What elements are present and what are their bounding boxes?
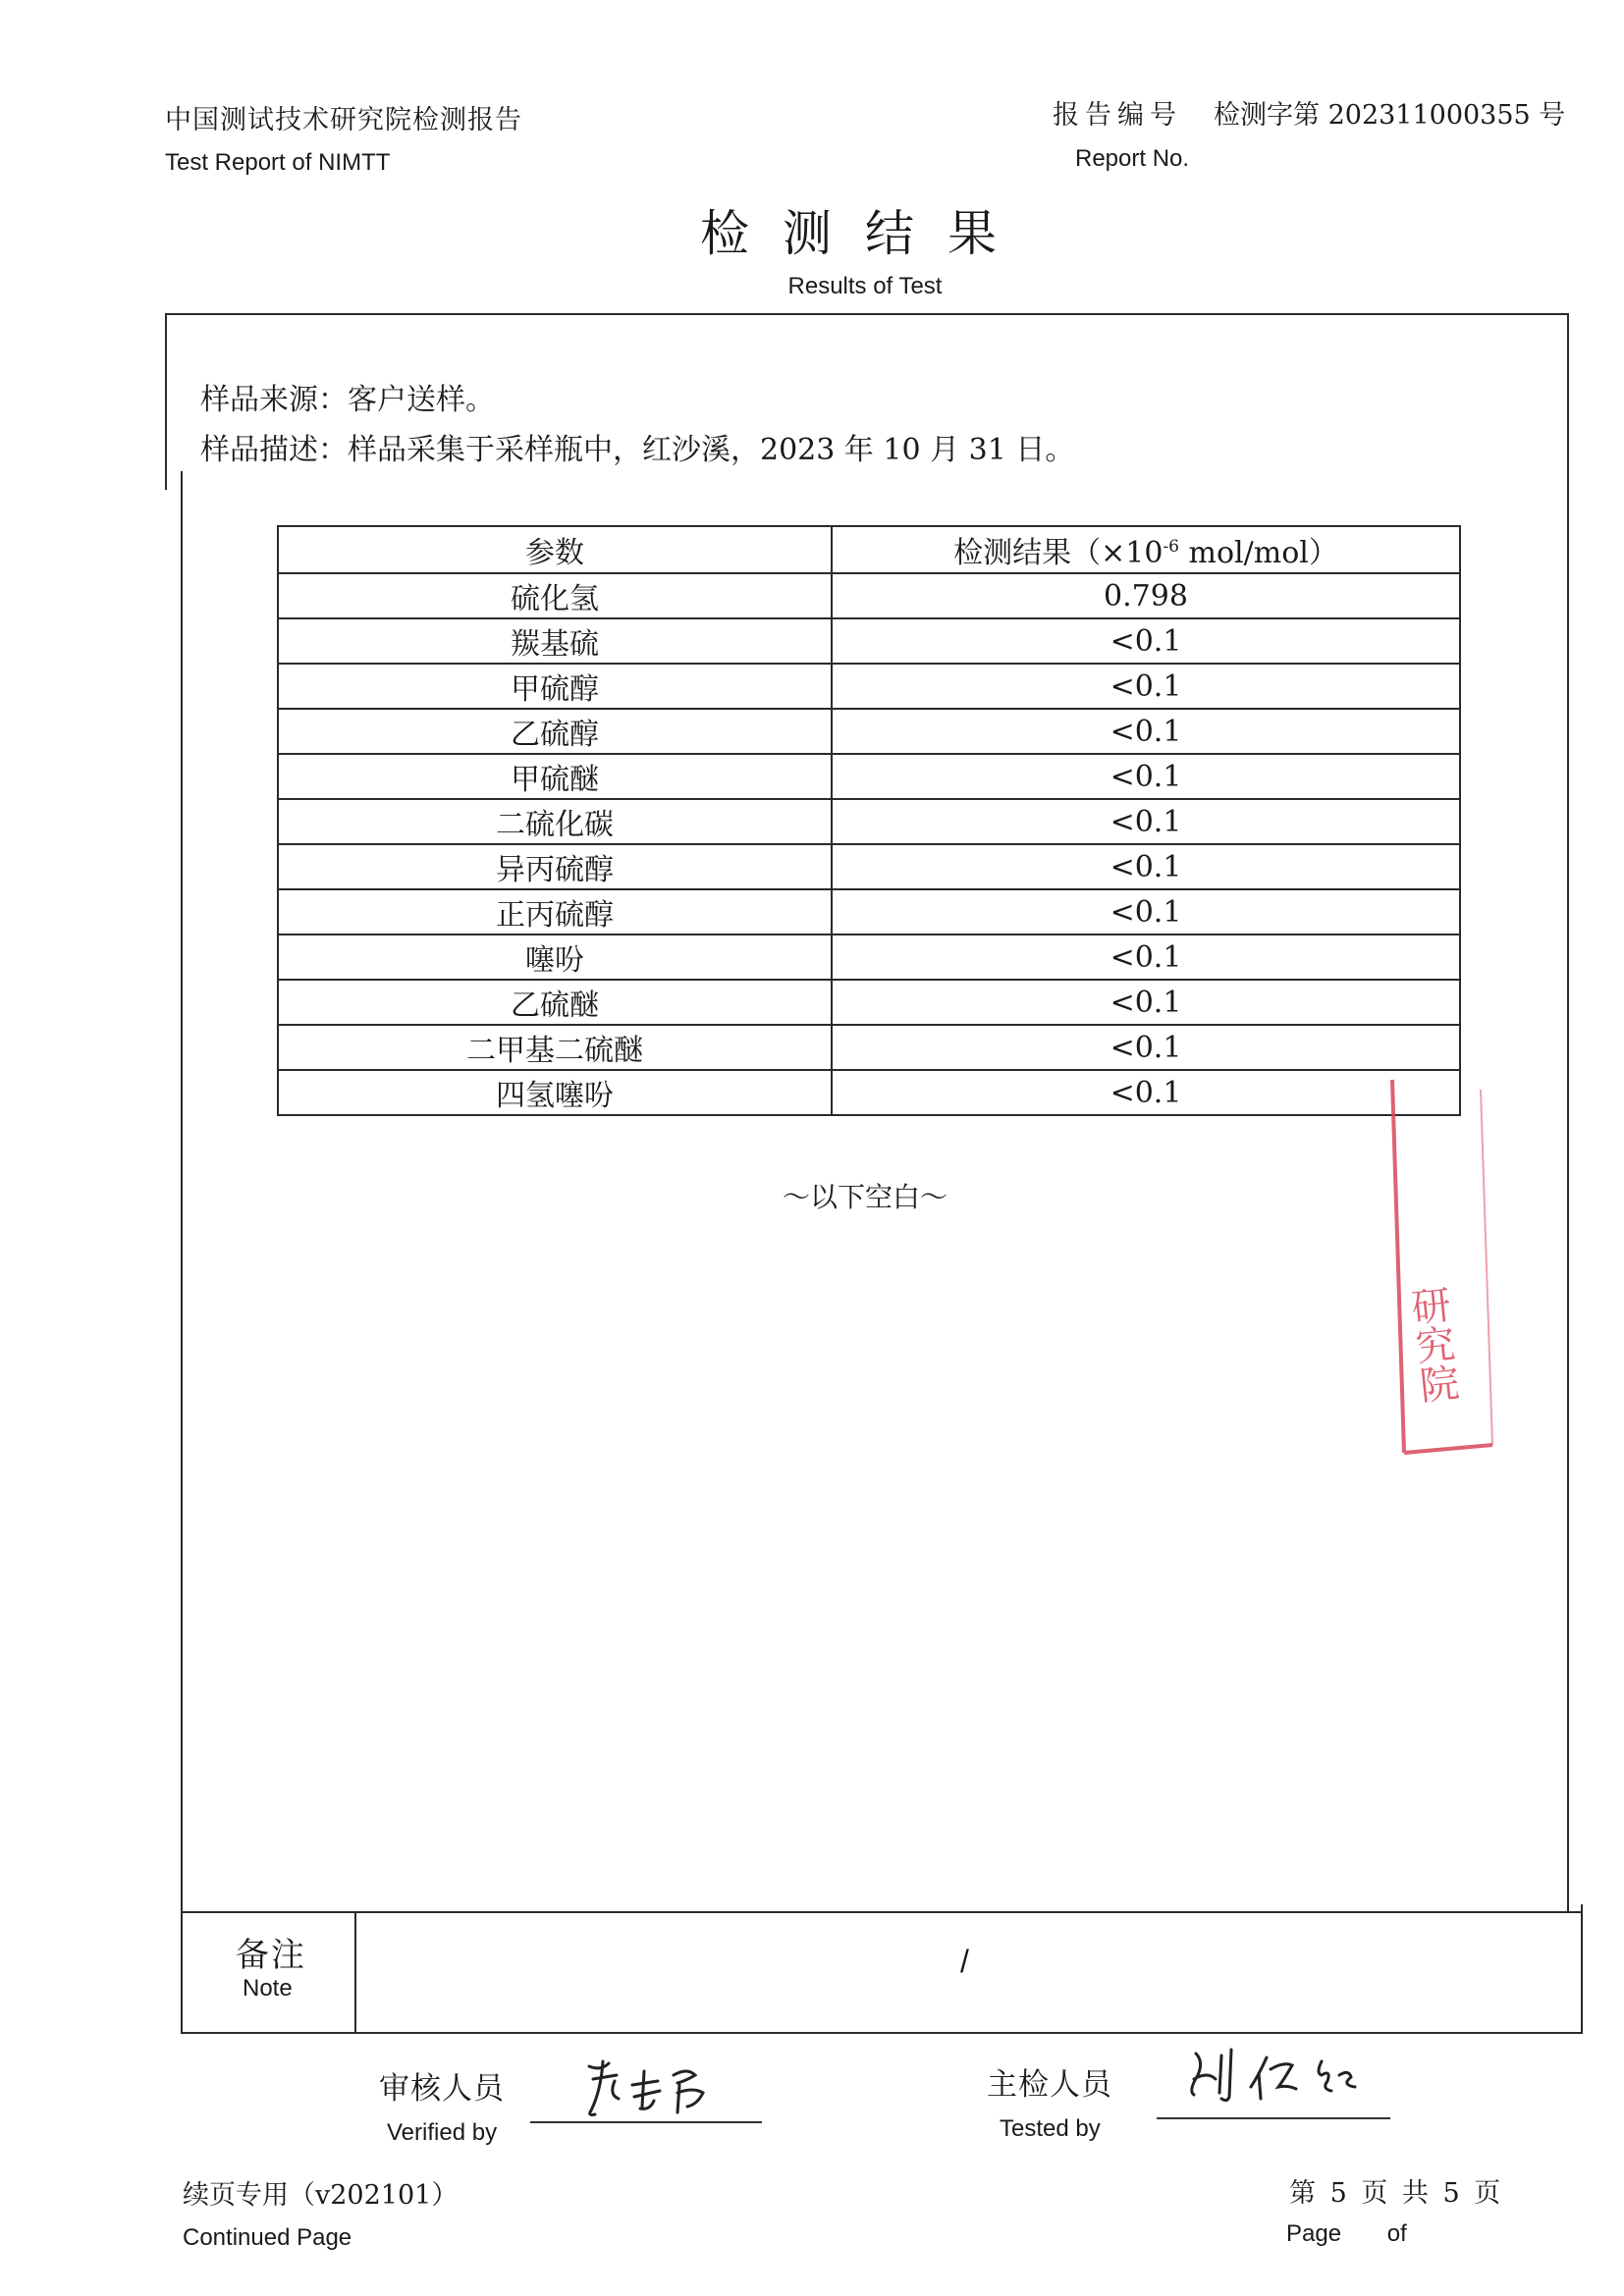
parameter-cell: 乙硫醚 bbox=[278, 980, 832, 1025]
report-number-label: 报告编号 bbox=[1053, 100, 1182, 131]
verified-by-label-en: Verified by bbox=[387, 2119, 498, 2146]
parameter-cell: 二甲基二硫醚 bbox=[278, 1025, 832, 1070]
frame-top-line bbox=[165, 313, 1567, 315]
page-title: 检测结果 bbox=[700, 205, 1030, 262]
result-cell: <0.1 bbox=[832, 1025, 1460, 1070]
result-cell: <0.1 bbox=[832, 664, 1460, 709]
frame-left-edge-upper bbox=[165, 313, 167, 490]
page-number-en: Page of bbox=[1286, 2220, 1407, 2247]
sample-description: 样品描述：样品采集于采样瓶中，红沙溪，2023 年 10 月 31 日。 bbox=[200, 433, 1075, 467]
parameter-cell: 甲硫醇 bbox=[278, 664, 832, 709]
table-row bbox=[278, 844, 1460, 889]
table-row bbox=[278, 799, 1460, 844]
table-row bbox=[278, 1070, 1460, 1115]
result-cell: <0.1 bbox=[832, 709, 1460, 754]
table-row bbox=[278, 934, 1460, 980]
report-number-label-en: Report No. bbox=[1075, 145, 1190, 172]
frame-bottom-line bbox=[181, 2032, 1583, 2034]
table-row bbox=[278, 618, 1460, 664]
table-row bbox=[278, 889, 1460, 934]
table-header-row bbox=[278, 526, 1460, 573]
parameter-cell: 噻吩 bbox=[278, 934, 832, 980]
table-row bbox=[278, 980, 1460, 1025]
tested-by-label-en: Tested by bbox=[1000, 2115, 1101, 2142]
table-row bbox=[278, 754, 1460, 799]
blank-below-note: ～以下空白～ bbox=[782, 1181, 947, 1213]
result-cell: <0.1 bbox=[832, 889, 1460, 934]
organization-name-en: Test Report of NIMTT bbox=[165, 149, 391, 176]
parameter-cell: 乙硫醇 bbox=[278, 709, 832, 754]
continued-page-label: 续页专用（v202101） bbox=[183, 2180, 459, 2211]
result-header-suffix: mol/mol） bbox=[1179, 536, 1338, 570]
frame-right-edge-upper bbox=[1567, 313, 1569, 1911]
table-row bbox=[278, 1025, 1460, 1070]
result-cell: <0.1 bbox=[832, 980, 1460, 1025]
continued-page-label-en: Continued Page bbox=[183, 2224, 352, 2251]
column-header-result bbox=[832, 526, 1460, 573]
result-cell: <0.1 bbox=[832, 934, 1460, 980]
result-header-prefix: 检测结果（×10 bbox=[953, 536, 1164, 570]
official-seal bbox=[1365, 1060, 1502, 1472]
tester-signature bbox=[1149, 2036, 1394, 2124]
tested-by-label: 主检人员 bbox=[987, 2067, 1112, 2103]
parameter-cell: 异丙硫醇 bbox=[278, 844, 832, 889]
result-cell: <0.1 bbox=[832, 618, 1460, 664]
note-label-en: Note bbox=[243, 1975, 293, 2002]
result-cell: <0.1 bbox=[832, 1070, 1460, 1115]
parameter-cell: 二硫化碳 bbox=[278, 799, 832, 844]
parameter-cell: 正丙硫醇 bbox=[278, 889, 832, 934]
verified-by-label: 审核人员 bbox=[379, 2071, 505, 2107]
result-header-exponent: -6 bbox=[1163, 537, 1179, 557]
sample-source: 样品来源：客户送样。 bbox=[200, 383, 495, 417]
result-cell: <0.1 bbox=[832, 799, 1460, 844]
results-table bbox=[277, 525, 1461, 1116]
note-label: 备注 bbox=[236, 1936, 306, 1975]
table-row bbox=[278, 573, 1460, 618]
organization-name: 中国测试技术研究院检测报告 bbox=[165, 105, 522, 135]
parameter-cell: 硫化氢 bbox=[278, 573, 832, 618]
table-row bbox=[278, 709, 1460, 754]
note-row-divider bbox=[354, 1911, 356, 2034]
page-number: 第 5 页 共 5 页 bbox=[1289, 2178, 1501, 2209]
report-number-value: 检测字第 202311000355 号 bbox=[1214, 100, 1566, 131]
frame-left-edge bbox=[181, 471, 183, 2034]
result-cell: 0.798 bbox=[832, 573, 1460, 618]
page-title-en: Results of Test bbox=[787, 273, 943, 299]
result-cell: <0.1 bbox=[832, 844, 1460, 889]
column-header-parameter: 参数 bbox=[278, 526, 832, 573]
table-row bbox=[278, 664, 1460, 709]
seal-text: 研究院 bbox=[1403, 1283, 1461, 1406]
parameter-cell: 甲硫醚 bbox=[278, 754, 832, 799]
verifier-signature bbox=[530, 2042, 766, 2130]
result-cell: <0.1 bbox=[832, 754, 1460, 799]
note-row-top-line bbox=[181, 1911, 1583, 1913]
parameter-cell: 四氢噻吩 bbox=[278, 1070, 832, 1115]
note-value: / bbox=[960, 1944, 969, 1979]
frame-right-edge-lower bbox=[1581, 1904, 1583, 2034]
parameter-cell: 羰基硫 bbox=[278, 618, 832, 664]
